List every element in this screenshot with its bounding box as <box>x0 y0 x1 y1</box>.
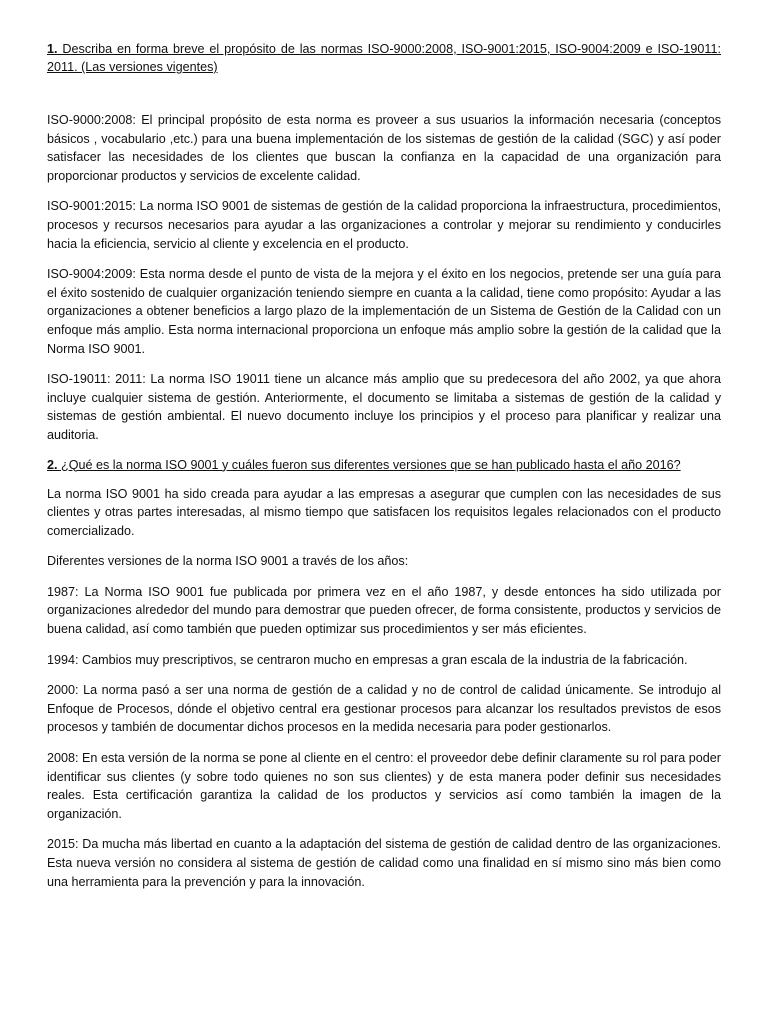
paragraph-versions-title: Diferentes versiones de la norma ISO 9001 a través de los años: <box>47 554 409 569</box>
paragraph-iso-9004: ISO-9004:2009: Esta norma desde el punto de vista de la mejora y el éxito en los negocios, pretende ser una guía para el éxito sostenido de cualquier organización teniendo siempre en cuanta a la calidad, tiene como propósito: Ayudar a las organizaciones a obtener beneficios a largo plazo de la implementación de un Sistema de Gestión de la Calidad con un enfoque más amplio. Esta norma internacional proporciona un enfoque más amplio sobre la gestión de la calidad que la Norma ISO 9001. <box>47 267 721 356</box>
paragraph-version-1987: 1987: La Norma ISO 9001 fue publicada por primera vez en el año 1987, y desde entonces ha sido utilizada por organizaciones alrededor del mundo para demostrar que pueden ofrecer, de forma consistente, productos y servicios de buena calidad, así como también que pueden optimizar sus procedimientos y ser más eficientes. <box>47 584 721 637</box>
paragraph-iso-19011: ISO-19011: 2011: La norma ISO 19011 tiene un alcance más amplio que su predecesora del año 2002, ya que ahora incluye cualquier sistema de gestión. Anteriormente, el documento se limitaba a sistemas de gestión de la calidad y sistemas de gestión ambiental. El nuevo documento incluye los principios y el proceso para planificar y realizar una auditoria. <box>47 372 721 442</box>
paragraph-iso-9000: ISO-9000:2008: El principal propósito de esta norma es proveer a sus usuarios la información necesaria (conceptos básicos , vocabulario ,etc.) para una buena implementación de los sistemas de gestión de la calidad (SGC) y así poder satisfacer las necesidades de los clientes que buscan la confianza en la capacidad de una organización para proporcionar productos y servicios de excelente calidad. <box>47 113 721 183</box>
document-page <box>47 40 721 891</box>
question-2-number: 2. <box>47 457 58 472</box>
question-1-text: Describa en forma breve el propósito de las normas ISO-9000:2008, ISO-9001:2015, ISO-9004:2009 e ISO-19011: 2011. (Las versiones vigentes) <box>47 42 721 74</box>
paragraph-version-2000: 2000: La norma pasó a ser una norma de gestión de a calidad y no de control de calidad únicamente. Se introdujo al Enfoque de Procesos, dónde el objetivo central era gestionar procesos para alcanzar los resultados previstos de esos procesos y también de documentar dichos procesos en la medida necesaria para poder gestionarlos. <box>47 683 721 735</box>
paragraph-iso-9001-intro: La norma ISO 9001 ha sido creada para ayudar a las empresas a asegurar que cumplen con las necesidades de sus clientes y otras partes interesadas, al mismo tiempo que satisfacen los requisitos legales relacionados con el producto comercializado. <box>47 486 721 538</box>
question-1-heading <box>47 40 721 76</box>
question-1-number: 1. <box>47 42 58 56</box>
paragraph-version-2015: 2015: Da mucha más libertad en cuanto a la adaptación del sistema de gestión de calidad dentro de las organizaciones. Esta nueva versión no considera al sistema de gestión de calidad como una finalidad en sí mismo sino más bien como una herramienta para la prevención y para la innovación. <box>47 837 721 889</box>
paragraph-iso-9001: ISO-9001:2015: La norma ISO 9001 de sistemas de gestión de la calidad proporciona la infraestructura, procedimientos, procesos y recursos necesarios para ayudar a las organizaciones a controlar y mejorar su rendimiento y conducirles hacia la eficiencia, servicio al cliente y excelencia en el producto. <box>47 199 721 251</box>
question-2-heading <box>47 456 721 474</box>
question-2-text: ¿Qué es la norma ISO 9001 y cuáles fueron sus diferentes versiones que se han publicado hasta el año 2016? <box>57 457 681 472</box>
paragraph-version-2008: 2008: En esta versión de la norma se pone al cliente en el centro: el proveedor debe definir claramente su rol para poder identificar sus clientes (y sobre todo quienes no son sus clientes) y de esta manera poder definir sus necesidades reales. Esta certificación garantiza la calidad de los productos y servicios así como también la imagen de la organización. <box>47 751 721 821</box>
paragraph-version-1994: 1994: Cambios muy prescriptivos, se centraron mucho en empresas a gran escala de la industria de la fabricación. <box>47 652 688 667</box>
